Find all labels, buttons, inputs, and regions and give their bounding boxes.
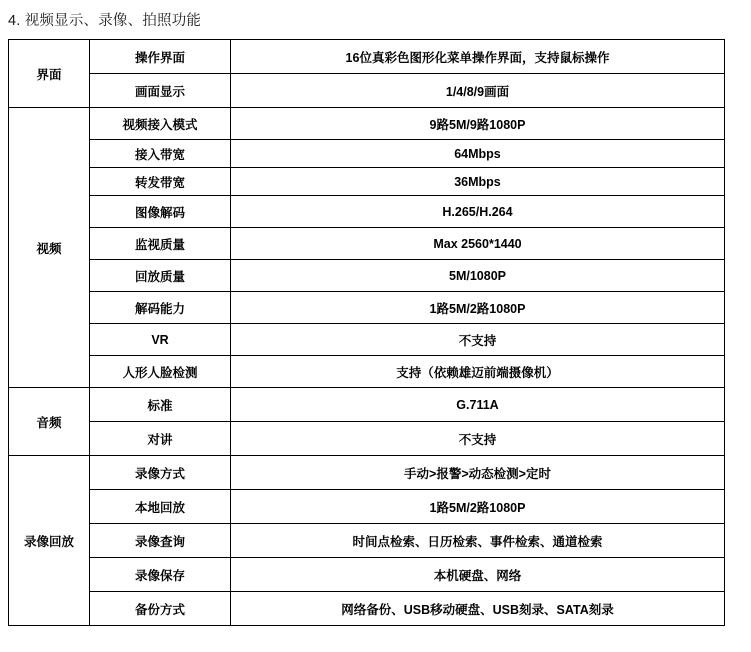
- item-cell: VR: [90, 324, 231, 356]
- value-cell: 时间点检索、日历检索、事件检索、通道检索: [231, 524, 725, 558]
- table-row: [9, 524, 725, 558]
- value-cell: 16位真彩色图形化菜单操作界面，支持鼠标操作: [231, 40, 725, 74]
- table-row: [9, 422, 725, 456]
- table-row: [9, 456, 725, 490]
- item-cell: 标准: [90, 388, 231, 422]
- spec-table-body: [9, 40, 725, 626]
- item-cell: 视频接入模式: [90, 108, 231, 140]
- page-title: 4. 视频显示、录像、拍照功能: [8, 13, 202, 29]
- table-row: [9, 558, 725, 592]
- item-cell: 录像方式: [90, 456, 231, 490]
- table-row: [9, 74, 725, 108]
- value-cell: 本机硬盘、网络: [231, 558, 725, 592]
- table-row: [9, 260, 725, 292]
- value-cell: 1路5M/2路1080P: [231, 292, 725, 324]
- group-cell-video: 视频: [9, 108, 90, 388]
- value-cell: 手动>报警>动态检测>定时: [231, 456, 725, 490]
- value-cell: 网络备份、USB移动硬盘、USB刻录、SATA刻录: [231, 592, 725, 626]
- item-cell: 操作界面: [90, 40, 231, 74]
- group-cell-audio: 音频: [9, 388, 90, 456]
- value-cell: 5M/1080P: [231, 260, 725, 292]
- item-cell: 画面显示: [90, 74, 231, 108]
- item-cell: 备份方式: [90, 592, 231, 626]
- item-cell: 图像解码: [90, 196, 231, 228]
- table-row: [9, 40, 725, 74]
- value-cell: 1路5M/2路1080P: [231, 490, 725, 524]
- group-cell-record-playback: 录像回放: [9, 456, 90, 626]
- item-cell: 接入带宽: [90, 140, 231, 168]
- value-cell: 36Mbps: [231, 168, 725, 196]
- table-row: [9, 168, 725, 196]
- table-row: [9, 592, 725, 626]
- table-row: [9, 140, 725, 168]
- item-cell: 回放质量: [90, 260, 231, 292]
- item-cell: 转发带宽: [90, 168, 231, 196]
- item-cell: 监视质量: [90, 228, 231, 260]
- value-cell: G.711A: [231, 388, 725, 422]
- document-page: [0, 13, 751, 652]
- group-cell-interface: 界面: [9, 40, 90, 108]
- table-row: [9, 324, 725, 356]
- item-cell: 人形人脸检测: [90, 356, 231, 388]
- table-row: [9, 388, 725, 422]
- table-row: [9, 490, 725, 524]
- item-cell: 对讲: [90, 422, 231, 456]
- table-row: [9, 292, 725, 324]
- value-cell: H.265/H.264: [231, 196, 725, 228]
- item-cell: 录像保存: [90, 558, 231, 592]
- value-cell: 不支持: [231, 422, 725, 456]
- value-cell: 64Mbps: [231, 140, 725, 168]
- item-cell: 解码能力: [90, 292, 231, 324]
- spec-table: [8, 39, 725, 626]
- value-cell: 不支持: [231, 324, 725, 356]
- value-cell: 支持（依赖雄迈前端摄像机）: [231, 356, 725, 388]
- item-cell: 本地回放: [90, 490, 231, 524]
- table-row: [9, 196, 725, 228]
- table-row: [9, 228, 725, 260]
- value-cell: Max 2560*1440: [231, 228, 725, 260]
- item-cell: 录像查询: [90, 524, 231, 558]
- table-row: [9, 108, 725, 140]
- value-cell: 1/4/8/9画面: [231, 74, 725, 108]
- value-cell: 9路5M/9路1080P: [231, 108, 725, 140]
- table-row: [9, 356, 725, 388]
